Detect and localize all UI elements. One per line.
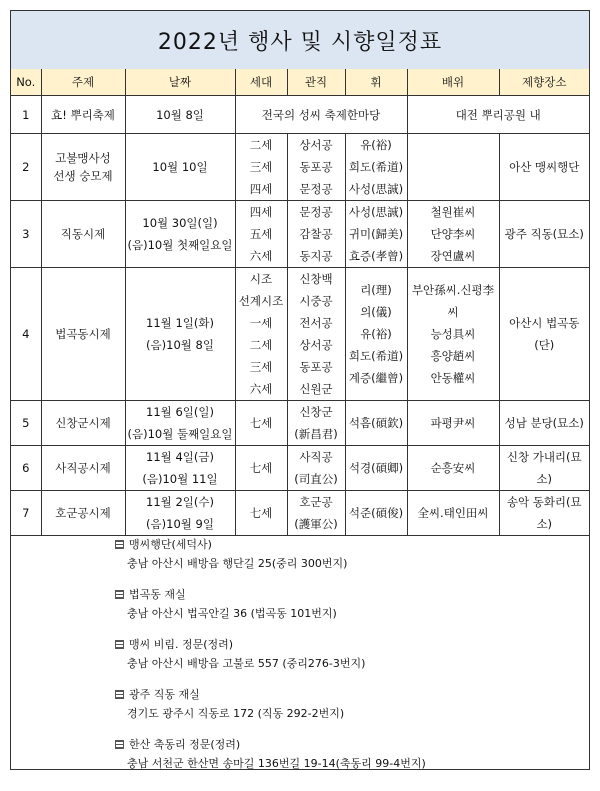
row-hwi-line: 석흠(碩欽) [348, 416, 404, 430]
row-date-line: (음)10월 둘째일요일 [127, 427, 233, 441]
grid-square-icon [115, 690, 124, 699]
header-date: 날짜 [125, 69, 235, 96]
row-generation-line: 六세 [249, 249, 273, 263]
row-office-line: 문정공 [299, 205, 333, 219]
row-hwi-line: 효증(孝曾) [348, 249, 404, 263]
table-row [11, 446, 589, 491]
row-office [287, 134, 345, 201]
row-office-line: 동지공 [299, 249, 333, 263]
row-event-description: 전국의 성씨 축제한마당 [235, 96, 407, 134]
location-address: 충남 아산시 법곡안길 36 (법곡동 101번지) [127, 607, 337, 620]
header-hwi: 휘 [345, 69, 407, 96]
row-hwi [345, 134, 407, 201]
row-generation-line: 三세 [249, 160, 273, 174]
row-date [125, 401, 235, 446]
row-generation [235, 491, 287, 536]
row-spouse-line: 全씨.태인田씨 [417, 506, 489, 520]
grid-square-icon [115, 740, 124, 749]
row-spouse-line: 파평尹씨 [430, 416, 476, 430]
schedule-document [10, 10, 590, 770]
row-generation-line: 시조 [249, 272, 273, 286]
location-name: 법곡동 재실 [129, 588, 186, 601]
row-date [125, 134, 235, 201]
row-office-line: 시중공 [299, 294, 333, 308]
grid-square-icon [115, 540, 124, 549]
row-place: 대전 뿌리공원 내 [407, 96, 589, 134]
row-date [125, 96, 235, 134]
row-date [125, 201, 235, 268]
grid-square-icon [115, 590, 124, 599]
row-generation [235, 268, 287, 401]
row-spouse-line: 단양李씨 [430, 227, 476, 241]
row-topic: 효! 뿌리축제 [41, 96, 125, 134]
row-topic: 법곡동시제 [41, 268, 125, 401]
location-name: 맹씨행단(세덕사) [129, 538, 212, 551]
table-row [11, 134, 589, 201]
row-date-line: (음)10월 8일 [146, 338, 214, 352]
row-spouse-line: 흥양趙씨 [430, 349, 476, 363]
row-generation [235, 401, 287, 446]
row-spouse-line: 능성具씨 [430, 327, 476, 341]
grid-square-icon [115, 640, 124, 649]
location-name: 광주 직동 재실 [129, 688, 200, 701]
header-place: 제향장소 [499, 69, 589, 96]
row-generation-line: 六세 [249, 382, 273, 396]
location-name: 한산 축동리 정문(정려) [129, 738, 241, 751]
table-row [11, 401, 589, 446]
row-generation-line: 선계시조 [238, 294, 284, 308]
row-place: 광주 직동(묘소) [499, 201, 589, 268]
location-notes [115, 535, 426, 785]
row-hwi-line: 리(理) [360, 283, 392, 297]
row-date-line: 11월 2일(수) [146, 495, 214, 509]
row-office-line: (司直公) [294, 472, 338, 486]
row-date-line: 11월 6일(일) [146, 405, 214, 419]
row-office-line: 사직공 [299, 450, 333, 464]
location-address: 충남 아산시 배방읍 행단길 25(중리 300번지) [127, 557, 348, 570]
row-spouse [407, 446, 499, 491]
row-date-line: 10월 10일 [152, 160, 208, 174]
row-generation-line: 四세 [249, 182, 273, 196]
row-place: 송악 동화리(묘소) [499, 491, 589, 536]
row-date-line: (음)10월 9일 [146, 517, 214, 531]
row-date-line: (음)10월 11일 [142, 472, 218, 486]
row-spouse [407, 401, 499, 446]
row-office-line: 상서공 [299, 138, 333, 152]
location-address: 경기도 광주시 직동로 172 (직동 292-2번지) [127, 707, 345, 720]
location-note [115, 535, 426, 573]
row-generation-line: 七세 [249, 461, 273, 475]
row-generation-line: 二세 [249, 338, 273, 352]
row-hwi-line: 희도(希道) [348, 349, 404, 363]
header-no: No. [11, 69, 41, 96]
location-name: 맹씨 비림. 정문(정려) [129, 638, 234, 651]
row-hwi-line: 계증(繼曾) [348, 371, 404, 385]
row-number: 5 [11, 401, 41, 446]
row-hwi-line: 석준(碩俊) [348, 506, 404, 520]
row-generation [235, 201, 287, 268]
row-generation-line: 七세 [249, 506, 273, 520]
row-office-line: 문정공 [299, 182, 333, 196]
row-hwi-line: 유(裕) [360, 327, 392, 341]
row-generation-line: 四세 [249, 205, 273, 219]
location-note [115, 635, 426, 673]
row-spouse [407, 491, 499, 536]
row-number: 6 [11, 446, 41, 491]
row-office [287, 201, 345, 268]
row-spouse-line: 순흥安씨 [430, 461, 476, 475]
row-hwi-line: 귀미(歸美) [348, 227, 404, 241]
row-number: 4 [11, 268, 41, 401]
header-spouse: 배위 [407, 69, 499, 96]
row-hwi [345, 446, 407, 491]
row-generation-line: 三세 [249, 360, 273, 374]
row-place: 아산 맹씨행단 [499, 134, 589, 201]
row-date [125, 446, 235, 491]
row-generation-line: 七세 [249, 416, 273, 430]
row-number: 1 [11, 96, 41, 134]
row-hwi-line: 사성(思誠) [348, 205, 404, 219]
location-note [115, 735, 426, 773]
location-address: 충남 아산시 배방읍 고불로 557 (중리276-3번지) [127, 657, 366, 670]
header-topic: 주제 [41, 69, 125, 96]
row-spouse [407, 201, 499, 268]
row-topic: 호군공시제 [41, 491, 125, 536]
row-hwi [345, 491, 407, 536]
row-office-line: 신창백 [299, 272, 333, 286]
row-date-line: 11월 4일(금) [146, 450, 214, 464]
row-date [125, 491, 235, 536]
row-hwi-line: 유(裕) [360, 138, 392, 152]
row-date-line: 10월 8일 [156, 107, 204, 122]
location-note [115, 685, 426, 723]
location-note [115, 585, 426, 623]
row-office-line: 전서공 [299, 316, 333, 330]
row-office-line: 신창군 [299, 405, 333, 419]
location-address: 충남 서천군 한산면 송마길 136번길 19-14(축동리 99-4번지) [127, 757, 426, 770]
row-number: 7 [11, 491, 41, 536]
row-office-line: 호군공 [299, 495, 333, 509]
row-office [287, 401, 345, 446]
row-date-line: (음)10월 첫째일요일 [127, 238, 233, 252]
row-number: 2 [11, 134, 41, 201]
table-row [11, 268, 589, 401]
row-office [287, 268, 345, 401]
row-number: 3 [11, 201, 41, 268]
row-spouse-line: 철원崔씨 [430, 205, 476, 219]
schedule-table [11, 69, 589, 536]
row-office [287, 446, 345, 491]
row-hwi-line: 사성(思誠) [348, 182, 404, 196]
table-row [11, 491, 589, 536]
row-office-line: 동포공 [299, 360, 333, 374]
row-spouse-line: 부안孫씨.신평李씨 [411, 283, 495, 319]
table-row [11, 96, 589, 134]
row-topic: 고불맹사성 선생 숭모제 [41, 134, 125, 201]
table-row [11, 201, 589, 268]
row-hwi [345, 268, 407, 401]
header-office: 관직 [287, 69, 345, 96]
row-office-line: 동포공 [299, 160, 333, 174]
row-office-line: 신원군 [299, 382, 333, 396]
row-hwi [345, 401, 407, 446]
row-date-line: 11월 1일(화) [146, 316, 214, 330]
row-office-line: (護軍公) [294, 517, 338, 531]
row-place: 성남 분당(묘소) [499, 401, 589, 446]
document-title: 2022년 행사 및 시향일정표 [11, 11, 589, 70]
row-generation [235, 446, 287, 491]
row-topic: 직동시제 [41, 201, 125, 268]
row-hwi-line: 석경(碩卿) [348, 461, 404, 475]
row-place: 아산시 법곡동(단) [499, 268, 589, 401]
row-hwi [345, 201, 407, 268]
row-generation-line: 五세 [249, 227, 273, 241]
row-date [125, 268, 235, 401]
row-office-line: (新昌君) [294, 427, 338, 441]
row-office-line: 상서공 [299, 338, 333, 352]
row-generation-line: 一세 [249, 316, 273, 330]
row-topic: 신창군시제 [41, 401, 125, 446]
row-office-line: 감찰공 [299, 227, 333, 241]
row-hwi-line: 의(儀) [360, 305, 392, 319]
row-spouse-line: 안동權씨 [430, 371, 476, 385]
row-generation [235, 134, 287, 201]
row-topic: 사직공시제 [41, 446, 125, 491]
row-date-line: 10월 30일(일) [142, 216, 218, 230]
row-hwi-line: 희도(希道) [348, 160, 404, 174]
row-office [287, 491, 345, 536]
header-generation: 세대 [235, 69, 287, 96]
table-header-row [11, 69, 589, 96]
row-spouse-line: 장연盧씨 [430, 249, 476, 263]
row-place: 신창 가내리(묘소) [499, 446, 589, 491]
row-generation-line: 二세 [249, 138, 273, 152]
row-spouse [407, 268, 499, 401]
row-spouse [407, 134, 499, 201]
